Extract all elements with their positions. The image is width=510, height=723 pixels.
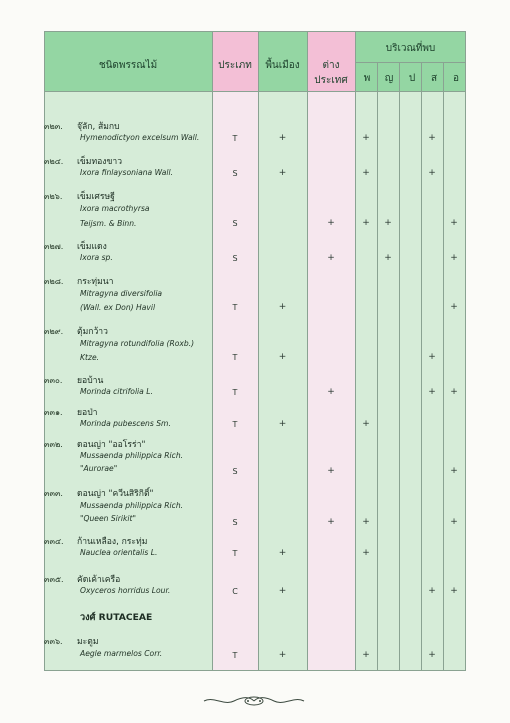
scientific-name: Nauclea orientalis L. [80,548,158,557]
foreign-cell: + [327,218,335,228]
row-number: ๓๒๙. [44,327,64,336]
foreign-cell: + [327,253,335,263]
species-header: ชนิดพรรณไม้ [98,60,158,71]
thai-name: มะตูม [77,637,99,647]
table-border-right [465,31,466,671]
region-cell: + [428,650,436,660]
type-cell: T [232,303,238,312]
type-cell: S [232,254,238,263]
species-column-bg [44,31,212,671]
native-cell: + [278,586,287,596]
region-cell: + [362,650,370,660]
scientific-name: Morinda citrifolia L. [80,387,153,396]
foreign-column-bg [307,31,355,671]
type-cell: S [232,219,238,228]
region-cell: + [428,168,436,178]
table-divider [443,62,444,671]
thai-name: เข็มเศรษฐี [77,192,115,202]
thai-name: คัดเค้าเครือ [77,575,121,585]
scientific-name: Ixora macrothyrsa [80,204,150,213]
table-divider [399,62,400,671]
native-cell: + [278,548,287,558]
ornament-icon [202,694,306,708]
type-cell: C [232,587,238,596]
row-number: ๓๒๘. [44,277,64,286]
region-header: บริเวณที่พบ [385,43,436,54]
table-divider [258,31,259,671]
region-cell: + [384,218,392,228]
row-number: ๓๒๖. [44,192,63,201]
region-cell: + [428,387,436,397]
type-cell: T [232,549,238,558]
region-cell: + [362,548,370,558]
region-cell: + [450,387,458,397]
table-border-top [44,31,466,32]
region-cell: + [384,253,392,263]
region-cell: + [450,517,458,527]
region-cell: + [450,586,458,596]
scientific-name: Oxyceros horridus Lour. [80,586,171,595]
region-cell: + [450,253,458,263]
region-label-o: อ [452,73,459,84]
row-number: ๓๓๐. [44,376,63,385]
species-table [44,31,466,671]
native-cell: + [278,419,287,429]
type-cell: S [232,467,238,476]
type-cell: S [232,169,238,178]
row-number: ๓๓๑. [44,408,63,417]
region-cell: + [428,586,436,596]
scientific-name: Mussaenda philippica Rich. [80,501,184,510]
row-number: ๓๓๔. [44,537,64,546]
scientific-name: Ixora finlaysoniana Wall. [80,168,173,177]
type-header: ประเภท [218,60,252,71]
native-cell: + [278,650,287,660]
region-cell: + [428,352,436,362]
row-number: ๓๓๕. [44,575,64,584]
scientific-name: Aegle marmelos Corr. [80,649,163,658]
region-header-divider [355,62,466,63]
type-cell: T [232,388,238,397]
native-cell: + [278,302,287,312]
thai-name: เข็มทองขาว [77,157,123,167]
table-divider [355,31,356,671]
region-cell: + [450,466,458,476]
row-number: ๓๒๔. [44,157,64,166]
scientific-name: Hymenodictyon excelsum Wall. [80,133,200,142]
type-cell: S [232,518,238,527]
scientific-name-authority: Ktze. [80,353,100,362]
scientific-name: Mussaenda philippica Rich. [80,451,184,460]
scientific-name-authority: (Wall. ex Don) Havil [80,303,156,312]
thai-name: ก้านเหลือง, กระทุ่ม [77,537,148,547]
row-number: ๓๓๓. [44,489,63,498]
table-divider [421,62,422,671]
region-label-s: ส [430,73,438,84]
region-cell: + [362,218,370,228]
thai-name: ตุ้มกว้าว [77,327,108,337]
scientific-name: Mitragyna rotundifolia (Roxb.) [80,339,195,348]
thai-name: ยอป่า [77,408,98,418]
native-header: พื้นเมือง [265,60,300,71]
row-number: ๓๓๖. [44,637,63,646]
scientific-name: Mitragyna diversifolia [80,289,163,298]
foreign-cell: + [327,387,335,397]
type-cell: T [232,134,238,143]
type-cell: T [232,420,238,429]
thai-name: ดอนญ่า "ออโรร่า" [77,440,146,450]
row-number: ๓๓๒. [44,440,63,449]
type-column-bg [212,31,258,671]
region-label-p: พ [363,73,371,84]
foreign-header: ต่างประเทศ [314,60,348,86]
table-divider [307,31,308,671]
family-heading: วงศ์ RUTACEAE [80,612,153,623]
region-cell: + [450,218,458,228]
region-column-bg [355,31,466,671]
row-number: ๓๒๗. [44,242,64,251]
region-label-pp: ป [408,73,416,84]
scientific-name-cultivar: "Queen Sirikit" [80,514,136,523]
table-divider [212,31,213,671]
region-cell: + [450,302,458,312]
region-cell: + [362,168,370,178]
thai-name: ดอนญ่า "ควีนสิริกิติ์" [77,489,154,499]
foreign-cell: + [327,466,335,476]
decorative-footer-ornament [202,693,306,707]
native-cell: + [278,168,287,178]
thai-name: จุ๊ลัก, ส้มกบ [77,122,120,132]
table-divider [377,62,378,671]
region-cell: + [362,419,370,429]
region-cell: + [362,133,370,143]
region-cell: + [428,133,436,143]
region-cell: + [362,517,370,527]
type-cell: T [232,651,238,660]
thai-name: เข็มแดง [77,242,107,252]
table-border-bottom [44,670,466,671]
thai-name: ยอบ้าน [77,376,104,386]
thai-name: กระทุ่มนา [77,277,114,287]
scientific-name: Morinda pubescens Sm. [80,419,171,428]
native-cell: + [278,352,287,362]
native-column-bg [258,31,307,671]
header-bottom-rule [44,91,466,92]
region-label-y: ญ [384,73,394,84]
scientific-name: Ixora sp. [80,253,113,262]
scientific-name-authority: Teijsm. & Binn. [80,219,137,228]
foreign-cell: + [327,517,335,527]
row-number: ๓๒๓. [44,122,63,131]
scientific-name-cultivar: "Aurorae" [80,464,118,473]
type-cell: T [232,353,238,362]
native-cell: + [278,133,287,143]
